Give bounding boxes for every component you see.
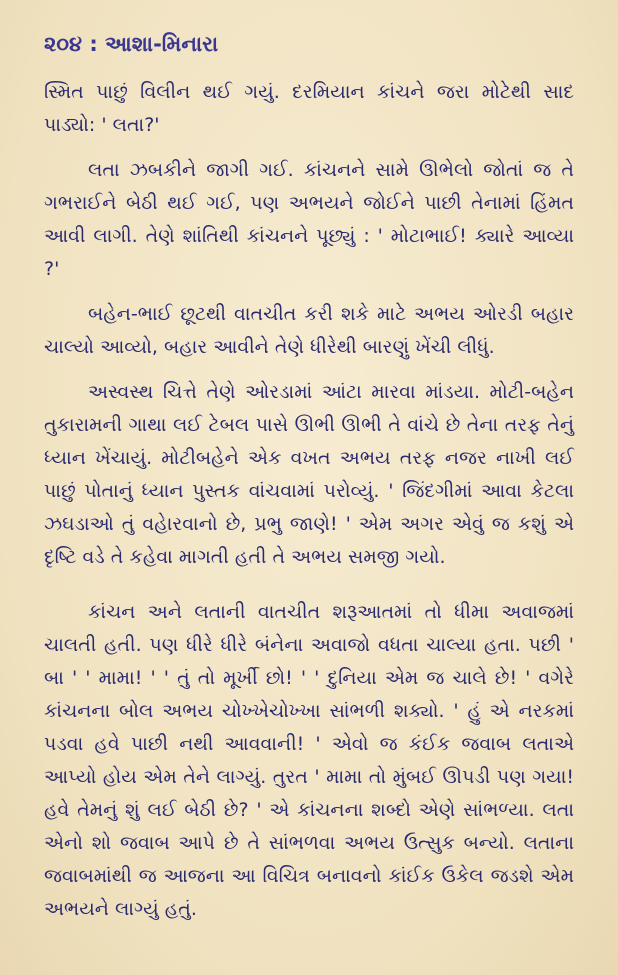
page-number: ૨૦૪ (44, 32, 82, 56)
header-separator: : (89, 32, 98, 56)
paragraph-5: કાંચન અને લતાની વાતચીત શરૂઆતમાં તો ધીમા અવાજમાં ચાલતી હતી. પણ ધીરે ધીરે બંનેના અવાજો વધતા ચાલ્યા હતા. પછી ' બા ' ' મામા! ' ' તું તો મૂર્ખી છો! ' ' દુનિયા એમ જ ચાલે છે! ' વગેરે કાંચનના બોલ અભય ચોખ્ખેચોખ્ખા સાંભળી શક્યો. ' હું એ નરકમાં પડવા હવે પાછી નથી આવવાની! ' એવો જ કંઈક જવાબ લતાએ આપ્યો હોય એમ તેને લાગ્યું. તુરત ' મામા તો મુંબઈ ઊપડી પણ ગયા! હવે તેમનું શું લઈ બેઠી છે? ' એ કાંચનના શબ્દો એણે સાંભળ્યા. લતા એનો શો જવાબ આપે છે તે સાંભળવા અભય ઉત્સુક બન્યો. લતાના જવાબમાંથી જ આજના આ વિચિત્ર બનાવનો કાંઈક ઉકેલ જડશે એમ અભયને લાગ્યું હતું. (44, 601, 574, 920)
running-head (44, 30, 574, 58)
book-title: આશા-મિનારા (105, 32, 219, 56)
paragraph-3: બહેન-ભાઈ છૂટથી વાતચીત કરી શકે માટે અભય ઓરડી બહાર ચાલ્યો આવ્યો, બહાર આવીને તેણે ધીરેથી બારણું ખેંચી લીધું. (44, 303, 574, 358)
paragraph-4: અસ્વસ્થ ચિત્તે તેણે ઓરડામાં આંટા મારવા માંડયા. મોટી-બહેન તુકારામની ગાથા લઈ ટેબલ પાસે ઊભી ઊભી તે વાંચે છે તેના તરફ તેનું ધ્યાન ખેંચાયું. મોટીબહેને એક વખત અભય તરફ નજર નાખી લઈ પાછું પોતાનું ધ્યાન પુસ્તક વાંચવામાં પરોવ્યું. ' જિંદગીમાં આવા કેટલા ઝઘડાઓ તું વહેારવાનો છે, પ્રભુ જાણે! ' એમ અગર એવું જ કશું એ દૃષ્ટિ વડે તે કહેવા માગતી હતી તે અભય સમજી ગયો. (44, 381, 574, 568)
paragraph-1: સ્મિત પાછું વિલીન થઈ ગયું. દરમિયાન કાંચને જરા મોટેથી સાદ પાડ્યો: ' લતા?' (44, 81, 574, 136)
paragraph-2: લતા ઝબકીને જાગી ગઈ. કાંચનને સામે ઊભેલો જોતાં જ તે ગભરાઈને બેઠી થઈ ગઈ, પણ અભયને જોઈને પાછી તેનામાં હિંમત આવી લાગી. તેણે શાંતિથી કાંચનને પૂછ્યું : ' મોટાભાઈ! ક્યારે આવ્યા ?' (44, 159, 574, 280)
